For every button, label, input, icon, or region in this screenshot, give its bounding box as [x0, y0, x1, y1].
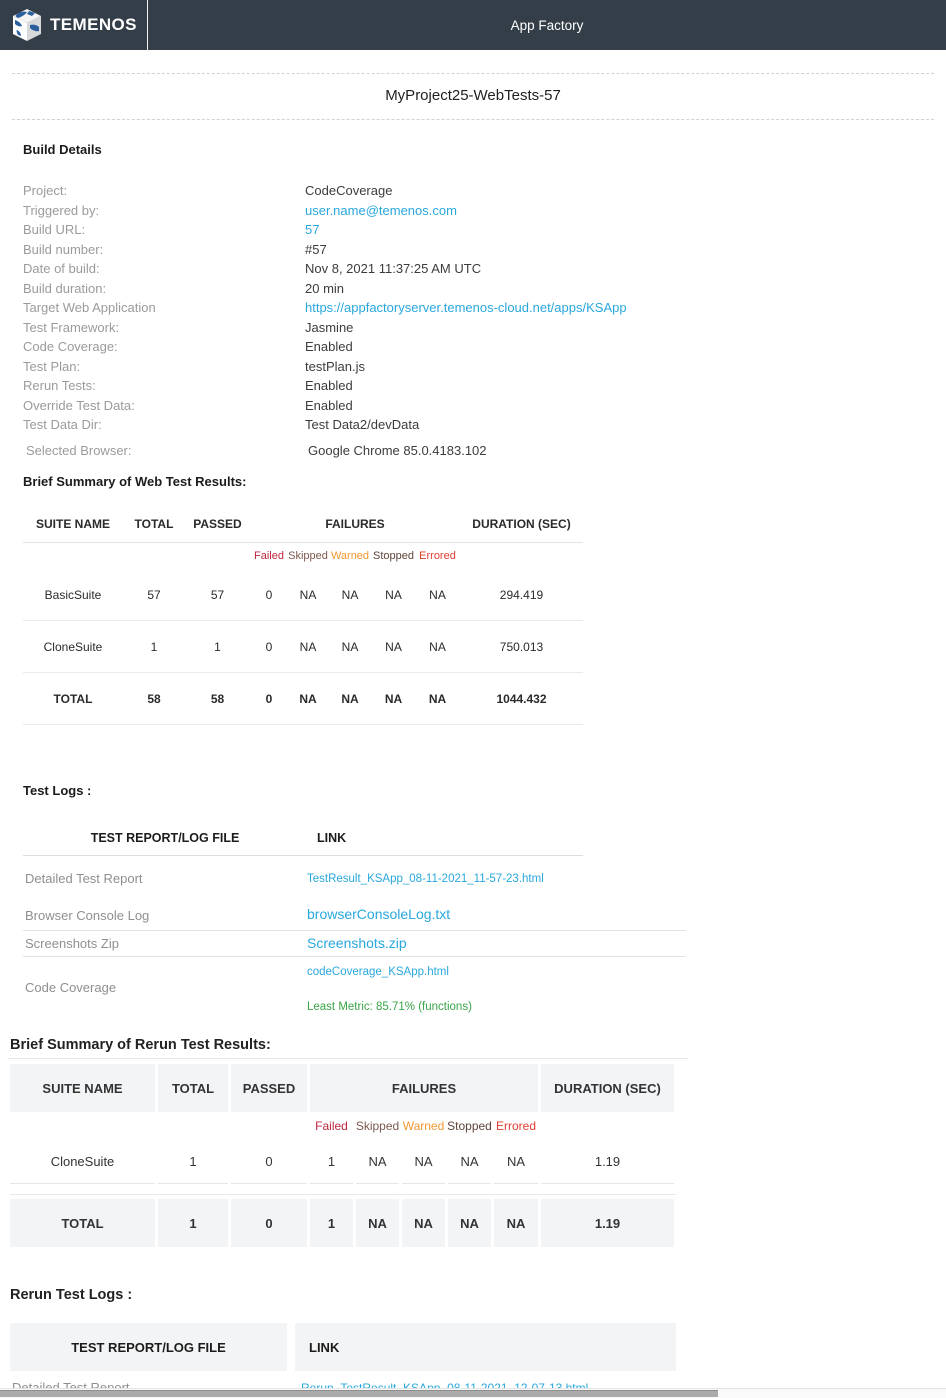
failure-cell: NA [448, 1199, 491, 1247]
build-detail-row [23, 337, 934, 357]
duration-cell: 1.19 [541, 1199, 674, 1247]
detail-value: #57 [305, 241, 327, 257]
total-cell: 57 [147, 587, 161, 602]
failure-cell: 0 [265, 691, 273, 706]
detail-value: testPlan.js [305, 358, 365, 374]
log-file-link[interactable]: browserConsoleLog.txt [307, 906, 451, 922]
rerun-summary-table [10, 1064, 676, 1247]
build-detail-row [23, 415, 934, 435]
detail-value: Enabled [305, 339, 353, 354]
log-file-label: Detailed Test Report [25, 870, 143, 886]
col-suite-name: SUITE NAME [10, 1064, 155, 1112]
log-file-label: Code Coverage [25, 980, 117, 995]
rerun-summary-row [10, 1199, 676, 1247]
col-duration: DURATION (SEC) [541, 1064, 674, 1112]
passed-cell: 1 [214, 639, 221, 654]
suite-name-cell: TOTAL [53, 691, 93, 706]
detail-label: Project: [23, 183, 68, 198]
detail-label: Test Plan: [23, 358, 81, 374]
test-log-row [23, 931, 686, 957]
test-log-row [23, 856, 686, 900]
rerun-summary-underline [8, 1058, 688, 1059]
log-link-cell [307, 906, 686, 924]
failure-cell: NA [299, 587, 317, 602]
detail-value-link[interactable]: 57 [305, 222, 320, 237]
detail-value: Enabled [305, 378, 353, 393]
detail-label: Code Coverage: [23, 339, 118, 354]
col-link: LINK [317, 830, 347, 845]
build-detail-row [23, 201, 934, 221]
suite-name-cell: CloneSuite [10, 1139, 155, 1184]
failure-cell: NA [384, 691, 403, 706]
log-link-cell [307, 869, 686, 887]
brand-name: TEMENOS [50, 15, 137, 34]
test-log-row [23, 900, 686, 931]
build-detail-row [23, 259, 934, 279]
app-title: App Factory [510, 17, 584, 33]
coverage-metric: Least Metric: 85.71% (functions) [307, 1001, 472, 1013]
build-details-heading: Build Details [23, 142, 102, 157]
detail-value: Jasmine [305, 319, 354, 335]
col-failures: FAILURES [325, 516, 385, 531]
detail-value-link[interactable]: https://appfactoryserver.temenos-cloud.net/apps/KSApp [305, 300, 627, 315]
col-duration: DURATION (SEC) [472, 516, 571, 531]
rerun-summary-row [10, 1139, 676, 1184]
failure-label-warned: Warned [402, 1118, 445, 1133]
rerun-logs-table [10, 1323, 934, 1398]
build-detail-row [23, 441, 934, 461]
rerun-summary-heading: Brief Summary of Rerun Test Results: [10, 1037, 271, 1053]
log-file-label: Screenshots Zip [25, 936, 119, 951]
detail-label: Build number: [23, 241, 104, 257]
detail-label: Build duration: [23, 280, 107, 296]
web-summary-heading: Brief Summary of Web Test Results: [23, 474, 247, 489]
test-logs-table [23, 820, 934, 1015]
detail-value: Nov 8, 2021 11:37:25 AM UTC [305, 261, 482, 276]
failure-cell: NA [341, 587, 359, 602]
failure-cell: NA [429, 639, 446, 654]
rerun-logs-heading: Rerun Test Logs : [10, 1287, 133, 1303]
detail-label: Target Web Application [23, 300, 156, 315]
duration-cell: 750.013 [499, 639, 544, 654]
detail-value: Test Data2/devData [305, 417, 420, 432]
detail-value: Google Chrome 85.0.4183.102 [308, 442, 487, 458]
passed-cell: 0 [231, 1139, 307, 1184]
detail-value: CodeCoverage [305, 183, 393, 198]
test-logs-heading: Test Logs : [23, 783, 92, 798]
web-summary-row [23, 569, 583, 621]
total-cell: 1 [158, 1199, 228, 1247]
detail-label: Selected Browser: [26, 442, 132, 458]
failure-cell: NA [428, 691, 447, 706]
failure-cell: NA [385, 587, 402, 602]
app-header [0, 0, 946, 50]
col-link: LINK [295, 1323, 676, 1371]
duration-cell: 1044.432 [496, 691, 547, 706]
detail-value: Enabled [305, 397, 353, 413]
web-summary-table [23, 505, 583, 725]
failure-label-failed: Failed [254, 550, 284, 562]
failure-cell: NA [385, 639, 402, 654]
report-content [0, 73, 946, 1398]
failure-type-row [10, 1112, 676, 1139]
failure-cell: NA [299, 691, 317, 706]
failure-label-stopped: Stopped [447, 1118, 492, 1133]
detail-label: Date of build: [23, 261, 100, 276]
failure-cell: 0 [265, 587, 273, 602]
total-cell: 58 [147, 691, 161, 706]
build-detail-row [23, 240, 934, 260]
col-test-report-log-file: TEST REPORT/LOG FILE [90, 830, 240, 845]
failure-cell: NA [341, 691, 359, 706]
build-detail-row [23, 220, 934, 240]
failure-cell: NA [402, 1139, 445, 1184]
test-log-row [23, 957, 686, 1015]
failure-cell: NA [494, 1139, 538, 1184]
failure-label-skipped: Skipped [355, 1118, 400, 1133]
col-failures: FAILURES [310, 1064, 538, 1112]
log-file-link[interactable]: Screenshots.zip [307, 934, 407, 951]
total-cell: 1 [158, 1139, 228, 1184]
failure-label-stopped: Stopped [373, 550, 414, 562]
log-link-cell [307, 935, 686, 953]
build-detail-row [23, 298, 934, 318]
rerun-summary-divider [10, 1194, 676, 1195]
failure-type-row [23, 543, 583, 569]
duration-cell: 1.19 [541, 1139, 674, 1184]
failure-cell: NA [356, 1199, 399, 1247]
log-file-link[interactable]: codeCoverage_KSApp.html [307, 966, 449, 978]
detail-value-link[interactable]: user.name@temenos.com [305, 202, 457, 218]
detail-label: Override Test Data: [23, 397, 135, 413]
suite-name-cell: CloneSuite [43, 639, 103, 654]
build-detail-row [23, 376, 934, 396]
divider-dashed-bottom [12, 119, 934, 120]
failure-cell: NA [341, 639, 359, 654]
horizontal-scrollbar[interactable] [0, 1388, 946, 1398]
temenos-logo [0, 0, 148, 50]
failure-cell: 1 [310, 1199, 353, 1247]
build-detail-row [23, 396, 934, 416]
detail-label: Test Framework: [23, 319, 120, 335]
duration-cell: 294.419 [499, 587, 544, 602]
col-test-report-log-file: TEST REPORT/LOG FILE [10, 1323, 287, 1371]
failure-cell: NA [402, 1199, 445, 1247]
failure-cell: NA [299, 639, 317, 654]
failure-label-skipped: Skipped [288, 550, 328, 562]
temenos-cube-icon [11, 8, 43, 42]
failure-cell: NA [494, 1199, 538, 1247]
total-cell: 1 [150, 639, 158, 654]
detail-value: 20 min [305, 280, 345, 296]
scrollbar-thumb[interactable] [0, 1390, 718, 1397]
failure-label-warned: Warned [330, 550, 370, 562]
build-detail-row [23, 357, 934, 377]
log-file-label: Browser Console Log [25, 907, 150, 923]
col-suite-name: SUITE NAME [35, 516, 110, 531]
col-passed: PASSED [193, 516, 242, 531]
failure-cell: NA [448, 1139, 491, 1184]
rerun-summary-header-row [10, 1064, 676, 1112]
passed-cell: 0 [231, 1199, 307, 1247]
build-detail-row [23, 279, 934, 299]
failure-cell: 1 [310, 1139, 353, 1184]
log-link-cell [307, 962, 686, 1013]
suite-name-cell: BasicSuite [44, 587, 102, 602]
log-file-link[interactable]: TestResult_KSApp_08-11-2021_11-57-23.html [307, 873, 544, 885]
failure-cell: 0 [265, 639, 273, 654]
test-logs-rows [23, 856, 934, 1015]
rerun-logs-header-row [10, 1323, 934, 1371]
detail-label: Rerun Tests: [23, 378, 96, 393]
detail-label: Triggered by: [23, 202, 100, 218]
web-summary-row [23, 621, 583, 673]
col-total: TOTAL [158, 1064, 228, 1112]
suite-name-cell: TOTAL [10, 1199, 155, 1247]
page-title: MyProject25-WebTests-57 [385, 87, 561, 104]
passed-cell: 57 [210, 587, 225, 602]
failure-cell: NA [356, 1139, 399, 1184]
build-detail-row [23, 181, 934, 201]
build-details-list [23, 181, 934, 460]
test-logs-header-row [23, 820, 583, 856]
web-summary-row [23, 673, 583, 725]
detail-label: Build URL: [23, 222, 86, 237]
failure-cell: NA [429, 587, 446, 602]
web-summary-header-row [23, 505, 583, 543]
failure-label-failed: Failed [315, 1118, 348, 1133]
passed-cell: 58 [210, 691, 225, 706]
detail-label: Test Data Dir: [23, 417, 102, 432]
build-detail-row [23, 318, 934, 338]
failure-label-errored: Errored [495, 1118, 536, 1133]
col-total: TOTAL [134, 516, 174, 531]
failure-label-errored: Errored [419, 550, 456, 562]
col-passed: PASSED [231, 1064, 307, 1112]
